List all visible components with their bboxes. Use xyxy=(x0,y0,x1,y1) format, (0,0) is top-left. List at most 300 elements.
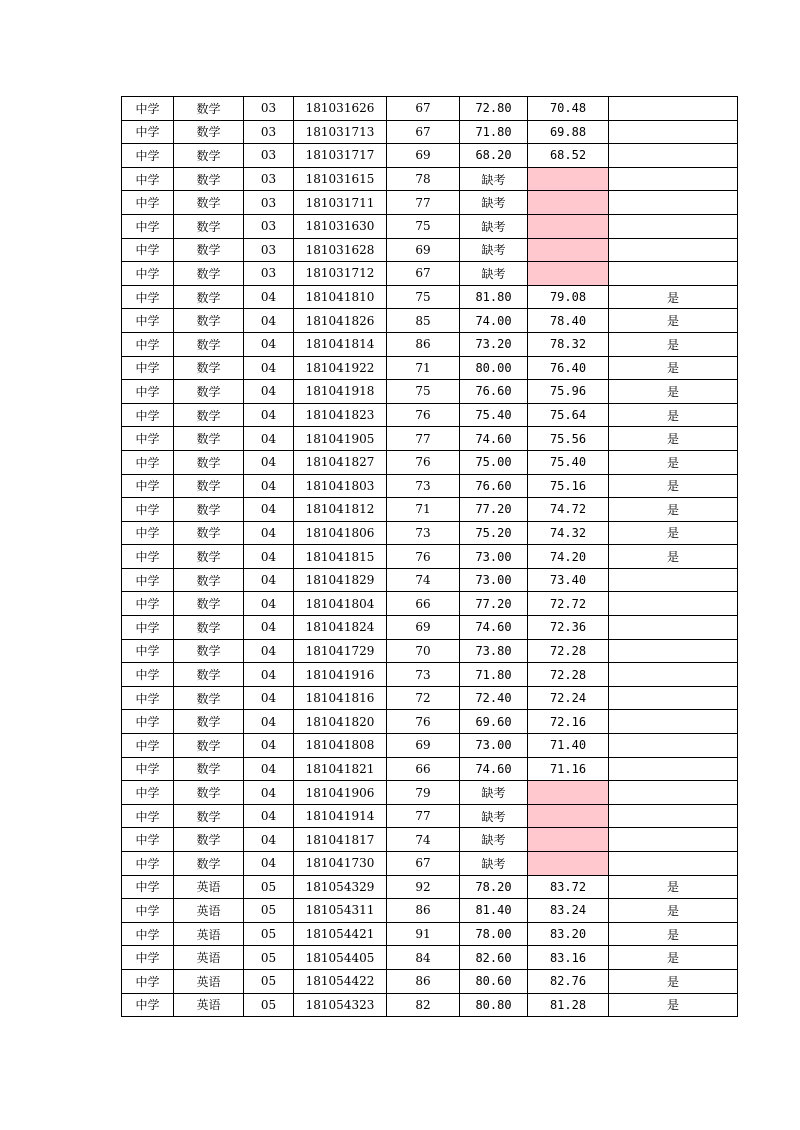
total-score-cell xyxy=(528,214,609,238)
table-row xyxy=(122,875,738,899)
table-row xyxy=(122,946,738,970)
interview-score-cell: 缺考 xyxy=(460,804,528,828)
candidate-id-cell: 181041815 xyxy=(294,545,387,569)
table-row xyxy=(122,167,738,191)
interview-score-cell: 77.20 xyxy=(460,592,528,616)
subject-cell: 数学 xyxy=(174,332,244,356)
table-row xyxy=(122,262,738,286)
subject-cell: 数学 xyxy=(174,545,244,569)
position-code-cell: 04 xyxy=(244,568,294,592)
total-score-cell: 71.16 xyxy=(528,757,609,781)
candidate-id-cell: 181041905 xyxy=(294,427,387,451)
candidate-id-cell: 181041820 xyxy=(294,710,387,734)
subject-cell: 英语 xyxy=(174,899,244,923)
pass-flag-cell: 是 xyxy=(609,332,738,356)
table-row xyxy=(122,592,738,616)
total-score-cell xyxy=(528,262,609,286)
subject-cell: 英语 xyxy=(174,969,244,993)
total-score-cell: 78.40 xyxy=(528,309,609,333)
table-row xyxy=(122,427,738,451)
subject-cell: 数学 xyxy=(174,734,244,758)
position-code-cell: 04 xyxy=(244,686,294,710)
position-code-cell: 04 xyxy=(244,639,294,663)
pass-flag-cell xyxy=(609,238,738,262)
pass-flag-cell: 是 xyxy=(609,427,738,451)
position-code-cell: 04 xyxy=(244,427,294,451)
subject-cell: 数学 xyxy=(174,757,244,781)
interview-score-cell: 74.60 xyxy=(460,427,528,451)
interview-score-cell: 缺考 xyxy=(460,214,528,238)
total-score-cell: 73.40 xyxy=(528,568,609,592)
pass-flag-cell: 是 xyxy=(609,450,738,474)
subject-cell: 数学 xyxy=(174,852,244,876)
pass-flag-cell xyxy=(609,144,738,168)
written-score-cell: 84 xyxy=(387,946,460,970)
written-score-cell: 82 xyxy=(387,993,460,1017)
school-cell: 中学 xyxy=(122,262,174,286)
position-code-cell: 04 xyxy=(244,757,294,781)
pass-flag-cell: 是 xyxy=(609,969,738,993)
written-score-cell: 92 xyxy=(387,875,460,899)
total-score-cell: 75.96 xyxy=(528,380,609,404)
candidate-id-cell: 181041914 xyxy=(294,804,387,828)
pass-flag-cell: 是 xyxy=(609,521,738,545)
subject-cell: 数学 xyxy=(174,144,244,168)
written-score-cell: 66 xyxy=(387,757,460,781)
written-score-cell: 72 xyxy=(387,686,460,710)
school-cell: 中学 xyxy=(122,946,174,970)
school-cell: 中学 xyxy=(122,309,174,333)
position-code-cell: 04 xyxy=(244,450,294,474)
position-code-cell: 04 xyxy=(244,663,294,687)
position-code-cell: 04 xyxy=(244,309,294,333)
school-cell: 中学 xyxy=(122,899,174,923)
school-cell: 中学 xyxy=(122,403,174,427)
candidate-id-cell: 181041730 xyxy=(294,852,387,876)
school-cell: 中学 xyxy=(122,710,174,734)
total-score-cell xyxy=(528,852,609,876)
school-cell: 中学 xyxy=(122,592,174,616)
interview-score-cell: 缺考 xyxy=(460,262,528,286)
total-score-cell: 72.28 xyxy=(528,639,609,663)
position-code-cell: 05 xyxy=(244,946,294,970)
written-score-cell: 75 xyxy=(387,285,460,309)
candidate-id-cell: 181041810 xyxy=(294,285,387,309)
school-cell: 中学 xyxy=(122,214,174,238)
written-score-cell: 76 xyxy=(387,710,460,734)
position-code-cell: 04 xyxy=(244,781,294,805)
school-cell: 中学 xyxy=(122,498,174,522)
total-score-cell: 75.64 xyxy=(528,403,609,427)
pass-flag-cell xyxy=(609,686,738,710)
interview-score-cell: 缺考 xyxy=(460,828,528,852)
table-row xyxy=(122,686,738,710)
subject-cell: 数学 xyxy=(174,450,244,474)
interview-score-cell: 80.00 xyxy=(460,356,528,380)
pass-flag-cell xyxy=(609,167,738,191)
table-row xyxy=(122,545,738,569)
written-score-cell: 69 xyxy=(387,616,460,640)
table-row xyxy=(122,852,738,876)
candidate-id-cell: 181041814 xyxy=(294,332,387,356)
school-cell: 中学 xyxy=(122,804,174,828)
total-score-cell xyxy=(528,191,609,215)
written-score-cell: 79 xyxy=(387,781,460,805)
pass-flag-cell xyxy=(609,97,738,121)
pass-flag-cell xyxy=(609,568,738,592)
position-code-cell: 05 xyxy=(244,875,294,899)
position-code-cell: 04 xyxy=(244,380,294,404)
interview-score-cell: 74.00 xyxy=(460,309,528,333)
pass-flag-cell: 是 xyxy=(609,993,738,1017)
position-code-cell: 04 xyxy=(244,616,294,640)
pass-flag-cell xyxy=(609,828,738,852)
interview-score-cell: 81.80 xyxy=(460,285,528,309)
school-cell: 中学 xyxy=(122,474,174,498)
total-score-cell xyxy=(528,804,609,828)
table-row xyxy=(122,899,738,923)
subject-cell: 数学 xyxy=(174,616,244,640)
table-row xyxy=(122,285,738,309)
position-code-cell: 04 xyxy=(244,403,294,427)
school-cell: 中学 xyxy=(122,663,174,687)
written-score-cell: 76 xyxy=(387,545,460,569)
table-row xyxy=(122,663,738,687)
table-row xyxy=(122,120,738,144)
subject-cell: 数学 xyxy=(174,262,244,286)
written-score-cell: 76 xyxy=(387,450,460,474)
subject-cell: 数学 xyxy=(174,285,244,309)
candidate-id-cell: 181054405 xyxy=(294,946,387,970)
candidate-id-cell: 181041816 xyxy=(294,686,387,710)
interview-score-cell: 71.80 xyxy=(460,120,528,144)
subject-cell: 英语 xyxy=(174,993,244,1017)
total-score-cell: 72.24 xyxy=(528,686,609,710)
pass-flag-cell: 是 xyxy=(609,474,738,498)
pass-flag-cell: 是 xyxy=(609,922,738,946)
written-score-cell: 67 xyxy=(387,852,460,876)
position-code-cell: 04 xyxy=(244,498,294,522)
school-cell: 中学 xyxy=(122,356,174,380)
subject-cell: 数学 xyxy=(174,97,244,121)
written-score-cell: 76 xyxy=(387,403,460,427)
score-table-body xyxy=(122,97,738,1017)
school-cell: 中学 xyxy=(122,757,174,781)
position-code-cell: 05 xyxy=(244,922,294,946)
position-code-cell: 03 xyxy=(244,214,294,238)
total-score-cell: 75.56 xyxy=(528,427,609,451)
pass-flag-cell xyxy=(609,592,738,616)
table-row xyxy=(122,828,738,852)
total-score-cell: 81.28 xyxy=(528,993,609,1017)
interview-score-cell: 76.60 xyxy=(460,380,528,404)
table-row xyxy=(122,332,738,356)
table-row xyxy=(122,804,738,828)
written-score-cell: 91 xyxy=(387,922,460,946)
total-score-cell: 82.76 xyxy=(528,969,609,993)
candidate-id-cell: 181041806 xyxy=(294,521,387,545)
subject-cell: 数学 xyxy=(174,167,244,191)
written-score-cell: 74 xyxy=(387,828,460,852)
subject-cell: 数学 xyxy=(174,380,244,404)
pass-flag-cell: 是 xyxy=(609,946,738,970)
subject-cell: 数学 xyxy=(174,804,244,828)
interview-score-cell: 73.00 xyxy=(460,568,528,592)
school-cell: 中学 xyxy=(122,120,174,144)
position-code-cell: 05 xyxy=(244,899,294,923)
table-row xyxy=(122,450,738,474)
interview-score-cell: 74.60 xyxy=(460,757,528,781)
table-row xyxy=(122,356,738,380)
interview-score-cell: 71.80 xyxy=(460,663,528,687)
total-score-cell xyxy=(528,781,609,805)
school-cell: 中学 xyxy=(122,450,174,474)
table-row xyxy=(122,309,738,333)
subject-cell: 数学 xyxy=(174,403,244,427)
position-code-cell: 03 xyxy=(244,191,294,215)
interview-score-cell: 75.20 xyxy=(460,521,528,545)
pass-flag-cell: 是 xyxy=(609,403,738,427)
interview-score-cell: 68.20 xyxy=(460,144,528,168)
total-score-cell: 70.48 xyxy=(528,97,609,121)
candidate-id-cell: 181041817 xyxy=(294,828,387,852)
subject-cell: 数学 xyxy=(174,568,244,592)
total-score-cell: 72.36 xyxy=(528,616,609,640)
candidate-id-cell: 181054329 xyxy=(294,875,387,899)
school-cell: 中学 xyxy=(122,922,174,946)
table-row xyxy=(122,710,738,734)
total-score-cell xyxy=(528,167,609,191)
candidate-id-cell: 181041804 xyxy=(294,592,387,616)
school-cell: 中学 xyxy=(122,875,174,899)
total-score-cell: 79.08 xyxy=(528,285,609,309)
interview-score-cell: 72.80 xyxy=(460,97,528,121)
position-code-cell: 04 xyxy=(244,852,294,876)
total-score-cell: 75.16 xyxy=(528,474,609,498)
candidate-id-cell: 181031630 xyxy=(294,214,387,238)
position-code-cell: 04 xyxy=(244,734,294,758)
written-score-cell: 73 xyxy=(387,474,460,498)
subject-cell: 数学 xyxy=(174,781,244,805)
written-score-cell: 85 xyxy=(387,309,460,333)
written-score-cell: 69 xyxy=(387,238,460,262)
school-cell: 中学 xyxy=(122,380,174,404)
position-code-cell: 04 xyxy=(244,356,294,380)
candidate-id-cell: 181054422 xyxy=(294,969,387,993)
subject-cell: 数学 xyxy=(174,427,244,451)
table-row xyxy=(122,568,738,592)
written-score-cell: 78 xyxy=(387,167,460,191)
subject-cell: 数学 xyxy=(174,521,244,545)
interview-score-cell: 74.60 xyxy=(460,616,528,640)
pass-flag-cell: 是 xyxy=(609,875,738,899)
candidate-id-cell: 181041827 xyxy=(294,450,387,474)
interview-score-cell: 73.20 xyxy=(460,332,528,356)
total-score-cell xyxy=(528,828,609,852)
position-code-cell: 03 xyxy=(244,144,294,168)
pass-flag-cell xyxy=(609,639,738,663)
total-score-cell: 76.40 xyxy=(528,356,609,380)
total-score-cell: 72.72 xyxy=(528,592,609,616)
pass-flag-cell xyxy=(609,616,738,640)
subject-cell: 数学 xyxy=(174,120,244,144)
pass-flag-cell: 是 xyxy=(609,285,738,309)
written-score-cell: 73 xyxy=(387,663,460,687)
total-score-cell: 68.52 xyxy=(528,144,609,168)
candidate-id-cell: 181031711 xyxy=(294,191,387,215)
subject-cell: 数学 xyxy=(174,498,244,522)
written-score-cell: 71 xyxy=(387,356,460,380)
school-cell: 中学 xyxy=(122,639,174,663)
candidate-id-cell: 181041906 xyxy=(294,781,387,805)
table-row xyxy=(122,191,738,215)
table-row xyxy=(122,993,738,1017)
school-cell: 中学 xyxy=(122,686,174,710)
total-score-cell: 83.72 xyxy=(528,875,609,899)
candidate-id-cell: 181031713 xyxy=(294,120,387,144)
pass-flag-cell xyxy=(609,191,738,215)
interview-score-cell: 78.20 xyxy=(460,875,528,899)
interview-score-cell: 缺考 xyxy=(460,191,528,215)
school-cell: 中学 xyxy=(122,852,174,876)
candidate-id-cell: 181041826 xyxy=(294,309,387,333)
written-score-cell: 67 xyxy=(387,97,460,121)
table-row xyxy=(122,969,738,993)
written-score-cell: 74 xyxy=(387,568,460,592)
school-cell: 中学 xyxy=(122,734,174,758)
school-cell: 中学 xyxy=(122,828,174,852)
school-cell: 中学 xyxy=(122,427,174,451)
school-cell: 中学 xyxy=(122,238,174,262)
candidate-id-cell: 181041922 xyxy=(294,356,387,380)
total-score-cell: 72.28 xyxy=(528,663,609,687)
pass-flag-cell xyxy=(609,663,738,687)
table-row xyxy=(122,498,738,522)
pass-flag-cell xyxy=(609,781,738,805)
candidate-id-cell: 181041918 xyxy=(294,380,387,404)
written-score-cell: 75 xyxy=(387,214,460,238)
written-score-cell: 67 xyxy=(387,262,460,286)
candidate-id-cell: 181031626 xyxy=(294,97,387,121)
table-row xyxy=(122,144,738,168)
subject-cell: 数学 xyxy=(174,710,244,734)
total-score-cell: 83.16 xyxy=(528,946,609,970)
position-code-cell: 04 xyxy=(244,592,294,616)
total-score-cell: 72.16 xyxy=(528,710,609,734)
position-code-cell: 03 xyxy=(244,238,294,262)
position-code-cell: 04 xyxy=(244,804,294,828)
candidate-id-cell: 181031712 xyxy=(294,262,387,286)
candidate-id-cell: 181041729 xyxy=(294,639,387,663)
school-cell: 中学 xyxy=(122,167,174,191)
total-score-cell: 74.20 xyxy=(528,545,609,569)
score-table xyxy=(121,96,738,1017)
position-code-cell: 04 xyxy=(244,710,294,734)
written-score-cell: 77 xyxy=(387,427,460,451)
candidate-id-cell: 181054311 xyxy=(294,899,387,923)
total-score-cell: 78.32 xyxy=(528,332,609,356)
interview-score-cell: 80.80 xyxy=(460,993,528,1017)
subject-cell: 数学 xyxy=(174,214,244,238)
subject-cell: 数学 xyxy=(174,474,244,498)
subject-cell: 数学 xyxy=(174,639,244,663)
total-score-cell: 75.40 xyxy=(528,450,609,474)
subject-cell: 数学 xyxy=(174,309,244,333)
pass-flag-cell xyxy=(609,734,738,758)
total-score-cell: 74.32 xyxy=(528,521,609,545)
written-score-cell: 66 xyxy=(387,592,460,616)
written-score-cell: 77 xyxy=(387,191,460,215)
total-score-cell: 69.88 xyxy=(528,120,609,144)
table-row xyxy=(122,639,738,663)
table-row xyxy=(122,757,738,781)
candidate-id-cell: 181031628 xyxy=(294,238,387,262)
position-code-cell: 03 xyxy=(244,120,294,144)
written-score-cell: 69 xyxy=(387,734,460,758)
pass-flag-cell: 是 xyxy=(609,899,738,923)
pass-flag-cell xyxy=(609,262,738,286)
table-row xyxy=(122,616,738,640)
candidate-id-cell: 181054323 xyxy=(294,993,387,1017)
interview-score-cell: 75.40 xyxy=(460,403,528,427)
position-code-cell: 04 xyxy=(244,828,294,852)
interview-score-cell: 69.60 xyxy=(460,710,528,734)
school-cell: 中学 xyxy=(122,191,174,215)
interview-score-cell: 82.60 xyxy=(460,946,528,970)
position-code-cell: 04 xyxy=(244,474,294,498)
school-cell: 中学 xyxy=(122,332,174,356)
total-score-cell xyxy=(528,238,609,262)
written-score-cell: 73 xyxy=(387,521,460,545)
table-row xyxy=(122,403,738,427)
subject-cell: 数学 xyxy=(174,663,244,687)
subject-cell: 英语 xyxy=(174,922,244,946)
table-row xyxy=(122,521,738,545)
written-score-cell: 70 xyxy=(387,639,460,663)
interview-score-cell: 80.60 xyxy=(460,969,528,993)
subject-cell: 数学 xyxy=(174,592,244,616)
pass-flag-cell xyxy=(609,120,738,144)
interview-score-cell: 缺考 xyxy=(460,238,528,262)
candidate-id-cell: 181041808 xyxy=(294,734,387,758)
candidate-id-cell: 181041812 xyxy=(294,498,387,522)
school-cell: 中学 xyxy=(122,781,174,805)
pass-flag-cell xyxy=(609,214,738,238)
interview-score-cell: 72.40 xyxy=(460,686,528,710)
table-row xyxy=(122,238,738,262)
interview-score-cell: 73.00 xyxy=(460,734,528,758)
school-cell: 中学 xyxy=(122,545,174,569)
candidate-id-cell: 181041823 xyxy=(294,403,387,427)
interview-score-cell: 缺考 xyxy=(460,167,528,191)
pass-flag-cell xyxy=(609,804,738,828)
subject-cell: 数学 xyxy=(174,828,244,852)
interview-score-cell: 81.40 xyxy=(460,899,528,923)
pass-flag-cell: 是 xyxy=(609,309,738,333)
pass-flag-cell xyxy=(609,710,738,734)
subject-cell: 数学 xyxy=(174,191,244,215)
position-code-cell: 05 xyxy=(244,969,294,993)
pass-flag-cell xyxy=(609,852,738,876)
subject-cell: 数学 xyxy=(174,238,244,262)
written-score-cell: 67 xyxy=(387,120,460,144)
total-score-cell: 74.72 xyxy=(528,498,609,522)
subject-cell: 数学 xyxy=(174,356,244,380)
total-score-cell: 71.40 xyxy=(528,734,609,758)
pass-flag-cell xyxy=(609,757,738,781)
table-row xyxy=(122,97,738,121)
position-code-cell: 04 xyxy=(244,285,294,309)
